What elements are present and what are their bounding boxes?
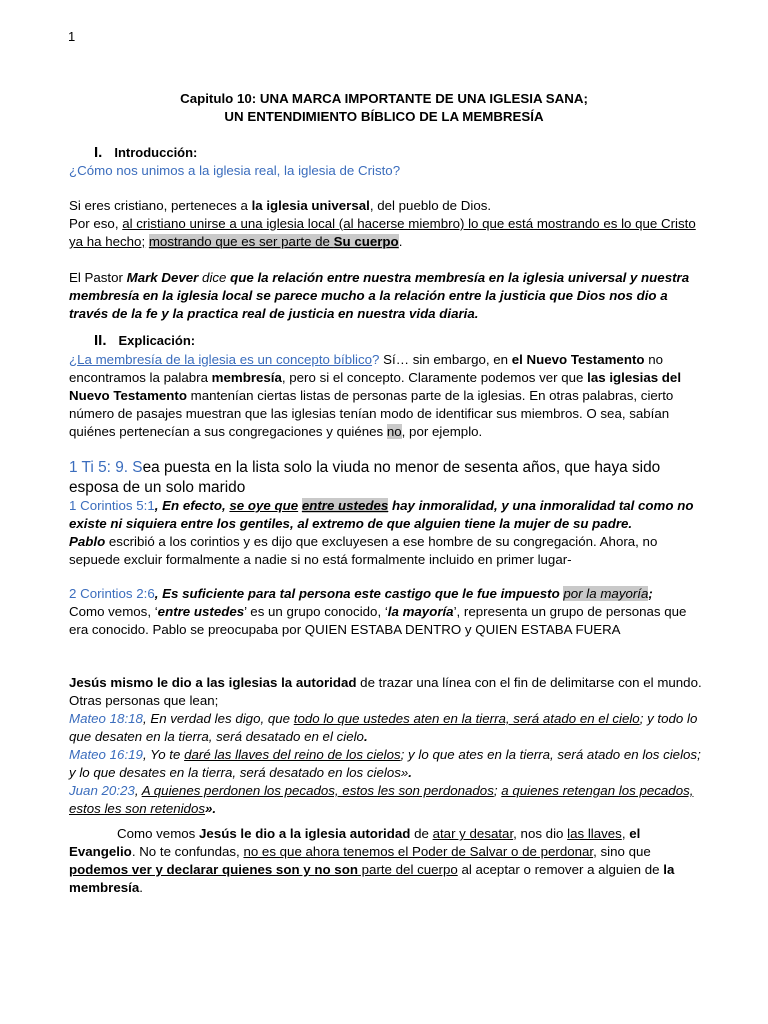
- section-heading-introduccion: [94, 144, 197, 162]
- verse-reference: 1 Ti 5: 9. S: [69, 459, 143, 476]
- verse-reference: Mateo 18:18: [69, 711, 143, 726]
- juan-20-verse: Juan 20:23, A quienes perdonen los pecados, estos les son perdonados; a quienes retengan los pecados, estos les son retenidos».: [69, 783, 694, 816]
- corinthians-5-verse: 1 Corintios 5:1, En efecto, se oye que entre ustedes hay inmoralidad, y una inmoralidad tal como no existe ni siquiera entre los gentiles, al extremo de que alguien tiene la mujer de su padre. Pablo escribió a los corintios y es dijo que excluyesen a ese hombre de su congregación. Ahora, no sepuede excluir formalmente a nadie si no está formalmente incluido en primer lugar-: [69, 498, 694, 567]
- intro-paragraph-1: Si eres cristiano, perteneces a la iglesia universal, del pueblo de Dios.: [69, 198, 492, 213]
- explicacion-paragraph: ¿La membresía de la iglesia es un concepto bíblico? Sí… sin embargo, en el Nuevo Testamento no encontramos la palabra membresía, pero si el concepto. Claramente podemos ver que las iglesias del Nuevo Testamento mantenían ciertas listas de personas parte de la iglesias. En otras palabras, cierto número de pasajes muestran que las iglesias tenían modo de identificar sus miembros. O sea, sabían quiénes pertenecían a sus congregaciones y quiénes no, por ejemplo.: [69, 352, 682, 439]
- section-heading-explicacion: [94, 332, 195, 350]
- section-heading-text: Introducción:: [114, 145, 198, 160]
- page-number: 1: [68, 29, 76, 44]
- corinthians-2-verse: 2 Corintios 2:6, Es suficiente para tal persona este castigo que le fue impuesto por la mayoría; Como vemos, ‘entre ustedes’ es un grupo conocido, ‘la mayoría’, representa un grupo de personas que era conocido. Pablo se preocupaba por QUIEN ESTABA DENTRO y QUIEN ESTABA FUERA: [69, 586, 687, 637]
- mateo-16-verse: Mateo 16:19, Yo te daré las llaves del reino de los cielos; y lo que ates en la tierra, será atado en los cielos; y lo que desates en la tierra, será desatado en los cielos».: [69, 747, 701, 780]
- verse-reference: Mateo 16:19: [69, 747, 143, 762]
- jesus-authority-paragraph: Jesús mismo le dio a las iglesias la autoridad de trazar una línea con el fin de delimitarse con el mundo. Otras personas que lean;: [69, 675, 702, 708]
- intro-paragraph-2: Por eso, al cristiano unirse a una iglesia local (al hacerse miembro) lo que está mostrando es lo que Cristo ya ha hecho; mostrando que es ser parte de Su cuerpo.: [69, 216, 696, 249]
- verse-reference: Juan 20:23: [69, 783, 135, 798]
- verse-reference: 2 Corintios 2:6: [69, 586, 155, 601]
- verse-reference: 1 Corintios 5:1: [69, 498, 155, 513]
- section-heading-text: Explicación:: [118, 333, 196, 348]
- intro-paragraph-dever: El Pastor Mark Dever dice que la relación entre nuestra membresía en la iglesia universal y nuestra membresía en la iglesia local se parece mucho a la relación entre la justicia que Dios nos dio a través de la fe y la practica real de justicia en nuestra vida diaria.: [69, 270, 690, 321]
- chapter-title-line1: Capitulo 10: UNA MARCA IMPORTANTE DE UNA IGLESIA SANA;: [180, 91, 588, 106]
- conclusion-paragraph: Como vemos Jesús le dio a la iglesia autoridad de atar y desatar, nos dio las llaves, el Evangelio. No te confundas, no es que ahora tenemos el Poder de Salvar o de perdonar, sino que podemos ver y declarar quienes son y no son parte del cuerpo al aceptar o remover a alguien de la membresía.: [69, 826, 675, 895]
- mateo-18-verse: Mateo 18:18, En verdad les digo, que todo lo que ustedes aten en la tierra, será atado en el cielo; y todo lo que desaten en la tierra, será desatado en el cielo.: [69, 711, 698, 744]
- membresia-question-link: La membresía de la iglesia es un concepto bíblico: [77, 352, 373, 367]
- intro-question: ¿Cómo nos unimos a la iglesia real, la iglesia de Cristo?: [69, 163, 401, 178]
- section-numeral: I.: [94, 144, 103, 161]
- timothy-verse: 1 Ti 5: 9. Sea puesta en la lista solo la viuda no menor de sesenta años, que haya sido esposa de un solo marido: [69, 459, 661, 496]
- chapter-title-line2: UN ENTENDIMIENTO BÍBLICO DE LA MEMBRESÍA: [224, 109, 544, 124]
- section-numeral: II.: [94, 332, 107, 349]
